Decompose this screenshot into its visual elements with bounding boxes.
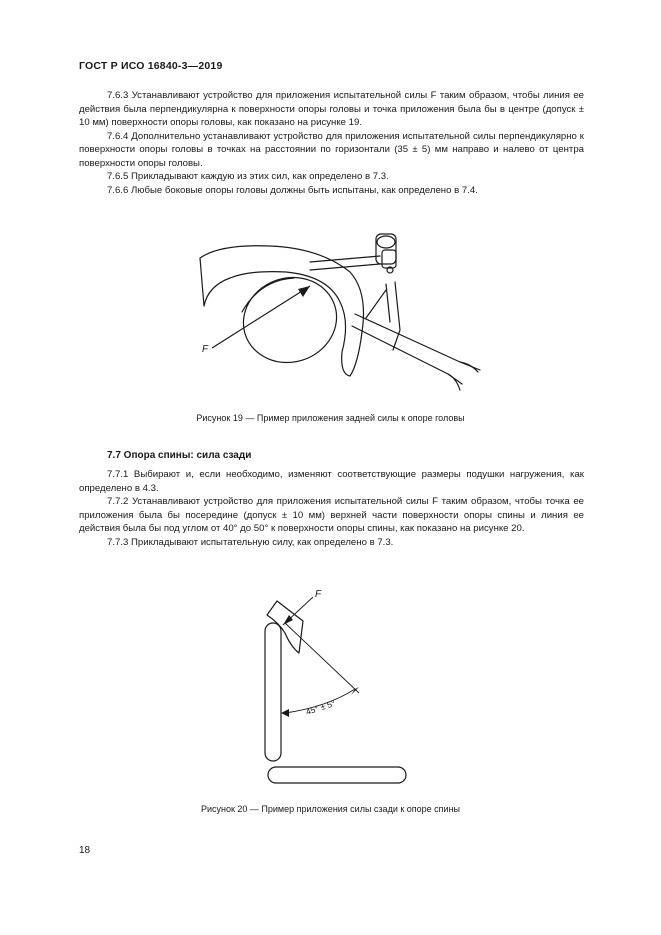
paragraph-7-7-3: 7.7.3 Прикладывают испытательную силу, как определено в 7.3. [107, 536, 394, 548]
paragraph-7-7-1: 7.7.1 Выбирают и, если необходимо, изменяют соответствующие размеры подушки нагружения, как определено в 4.3. [79, 469, 584, 494]
paragraph-7-7-2: 7.7.2 Устанавливают устройство для приложения испытательной силы F таким образом, чтобы точка ее приложения была бы посередине (допуск ± 10 мм) верхней части поверхности опоры спины и линия ее действия была бы под углом от 40° до 50° к поверхности опоры спины, как показано на рисунке 20. [79, 496, 584, 534]
figure-20-force-annotation [255, 585, 425, 795]
figure-19-caption: Рисунок 19 — Пример приложения задней силы к опоре головы [196, 413, 465, 423]
figure-20-force-label: F [315, 589, 322, 600]
figure-19-force-label: F [202, 344, 209, 355]
text-block-7-6 [79, 89, 584, 197]
paragraph-7-6-3: 7.6.3 Устанавливают устройство для приложения испытательной силы F таким образом, чтобы линия ее действия была перпендикулярна к поверхности опоры головы и точка приложения была бы в центре (допуск ± 10 мм) поверхности опоры головы, как показано на рисунке 19. [79, 90, 584, 128]
figure-19-force-arrow [190, 222, 500, 392]
paragraph-7-6-4: 7.6.4 Дополнительно устанавливают устройство для приложения испытательной силы перпендикулярно к поверхности опоры головы в точках на расстоянии по горизонтали (35 ± 5) мм направо и налево от центра поверхности опоры головы. [79, 130, 584, 169]
paragraph-7-6-6: 7.6.6 Любые боковые опоры головы должны быть испытаны, как определено в 7.4. [107, 184, 478, 196]
paragraph-7-6-5: 7.6.5 Прикладывают каждую из этих сил, как определено в 7.3. [107, 171, 389, 182]
figure-20-caption: Рисунок 20 — Пример приложения силы сзади к опоре спины [200, 804, 461, 814]
document-header: ГОСТ Р ИСО 16840-3—2019 [79, 60, 223, 72]
page-number: 18 [79, 845, 91, 856]
figure-20-angle-label: 45° ± 5° [304, 698, 337, 717]
text-block-7-7 [79, 468, 584, 549]
section-heading-7-7: 7.7 Опора спины: сила сзади [107, 450, 252, 461]
